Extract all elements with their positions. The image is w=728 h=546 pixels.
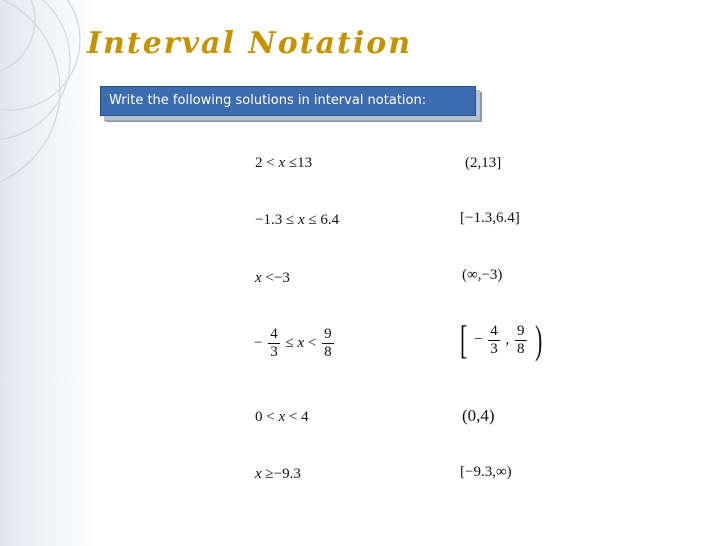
inequality-row-2: −1.3 ≤ x ≤ 6.4 xyxy=(255,212,340,228)
inequality-row-1: 2 < x ≤13 xyxy=(255,155,313,171)
instruction-banner xyxy=(100,86,476,116)
answer-row-1: (2,13] xyxy=(465,155,502,171)
inequality-row-3: x <−3 xyxy=(255,270,290,286)
answer-row-2: [−1.3,6.4] xyxy=(460,210,520,226)
banner-underline xyxy=(104,120,482,121)
sidebar-gradient xyxy=(0,0,95,546)
inequality-row-6: x ≥−9.3 xyxy=(255,466,301,482)
answer-row-4: [ − $\frac{4}{3}$ , $\frac{9}{8}$ ) xyxy=(459,317,543,362)
answer-row-5: (0,4) xyxy=(462,406,495,425)
page-title: Interval Notation xyxy=(87,26,413,61)
answer-row-3: (∞,−3) xyxy=(462,267,503,283)
inequality-row-4: − $\frac{4}{3}$ ≤ x < $\frac{9}{8}$ xyxy=(254,326,332,360)
instruction-text: Write the following solutions in interval notation: xyxy=(109,93,427,108)
fraction-right: $\frac{9}{8}$ xyxy=(324,326,332,360)
answer-row-6: [−9.3,∞) xyxy=(460,464,512,480)
inequality-row-5: 0 < x < 4 xyxy=(255,409,309,425)
fraction-left: $\frac{4}{3}$ xyxy=(270,326,278,360)
